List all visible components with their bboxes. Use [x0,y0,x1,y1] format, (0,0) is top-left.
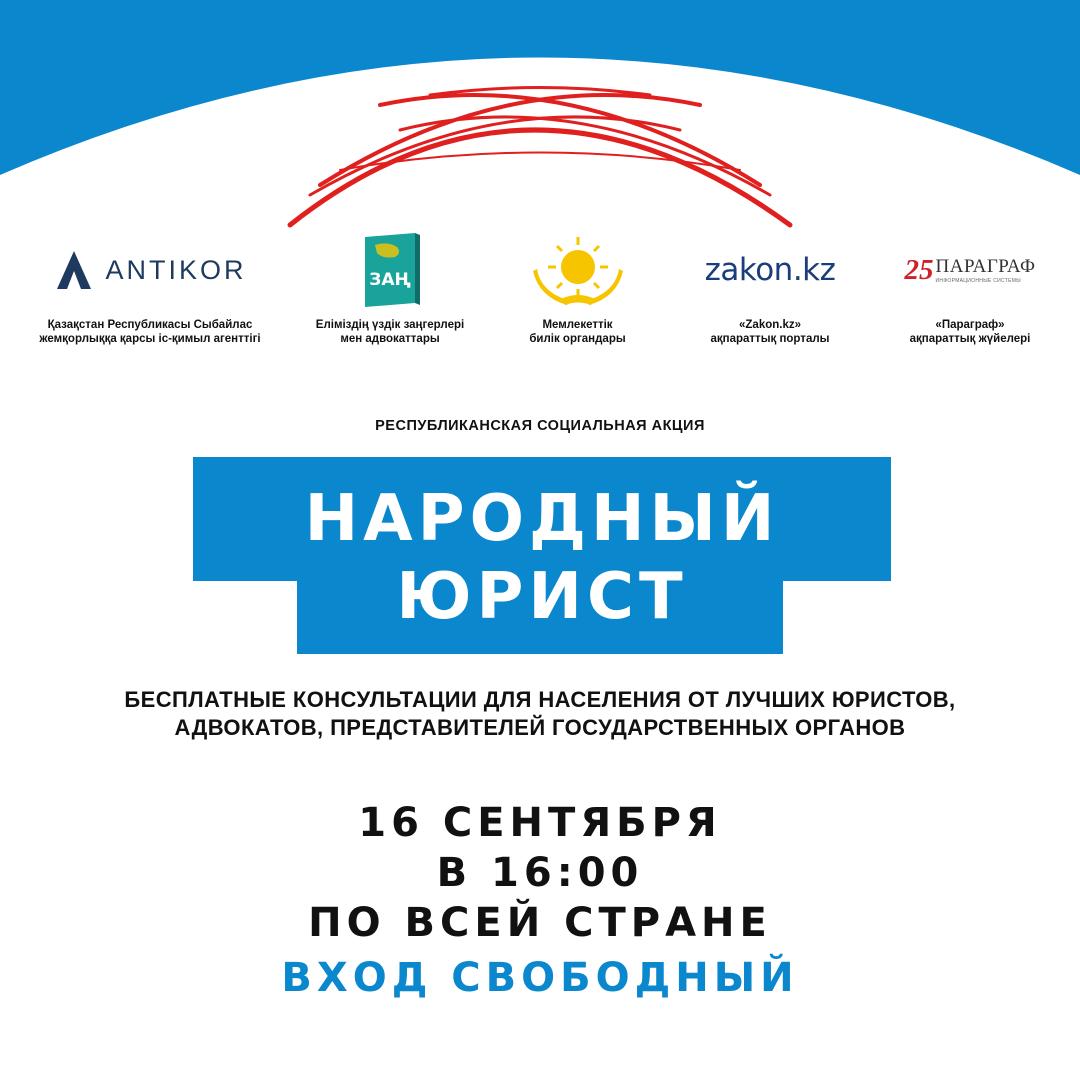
event-date: 16 СЕНТЯБРЯ [358,800,722,846]
event-details [0,798,1080,948]
paragraph-wordmark: ПАРАГРАФ [935,256,1036,277]
title-line-2: ЮРИСТ [396,560,688,634]
zakon-logo-icon: zakon.kz [704,252,836,288]
state-emblem-caption: Мемлекеттік билік органдары [529,319,626,345]
logo-state-emblem [500,230,655,346]
event-place: ПО ВСЕЙ СТРАНЕ [308,900,772,946]
description [0,686,1080,742]
event-time: В 16:00 [436,850,644,896]
antikor-caption: Қазақстан Республикасы Сыбайлас жемқорлыққа қарсы іс-қимыл агенттігі [39,319,261,345]
logo-antikor [30,230,270,346]
description-line-1: БЕСПЛАТНЫЕ КОНСУЛЬТАЦИИ ДЛЯ НАСЕЛЕНИЯ ОТ ЛУЧШИХ ЮРИСТОВ, [124,687,956,712]
zakon-caption: «Zakon.kz» ақпараттық порталы [710,319,830,345]
logo-zakon [680,230,860,346]
logo-zan [300,230,480,346]
zan-caption: Еліміздің үздік заңгерлері мен адвокаттары [315,319,465,345]
description-line-2: АДВОКАТОВ, ПРЕДСТАВИТЕЛЕЙ ГОСУДАРСТВЕННЫХ ОРГАНОВ [174,715,906,740]
paragraph-logo-icon: 25 [904,253,934,286]
antikor-logo-icon [53,249,95,291]
free-entry-note: ВХОД СВОБОДНЫЙ [281,955,799,1001]
paragraph-caption: «Параграф» ақпараттық жүйелері [909,319,1031,345]
zan-book-label: ЗАҢ [369,270,411,290]
logo-paragraph [880,230,1060,346]
antikor-wordmark: ANTIKOR [105,254,247,285]
supertitle: РЕСПУБЛИКАНСКАЯ СОЦИАЛЬНАЯ АКЦИЯ [375,418,705,434]
red-arcs-emblem [280,75,800,235]
title-line-1: НАРОДНЫЙ [304,482,780,556]
zan-book-icon [357,231,423,309]
paragraph-subline: ИНФОРМАЦИОННЫЕ СИСТЕМЫ [935,278,1021,284]
state-emblem-icon [531,231,625,309]
partner-logos-row [0,230,1080,355]
